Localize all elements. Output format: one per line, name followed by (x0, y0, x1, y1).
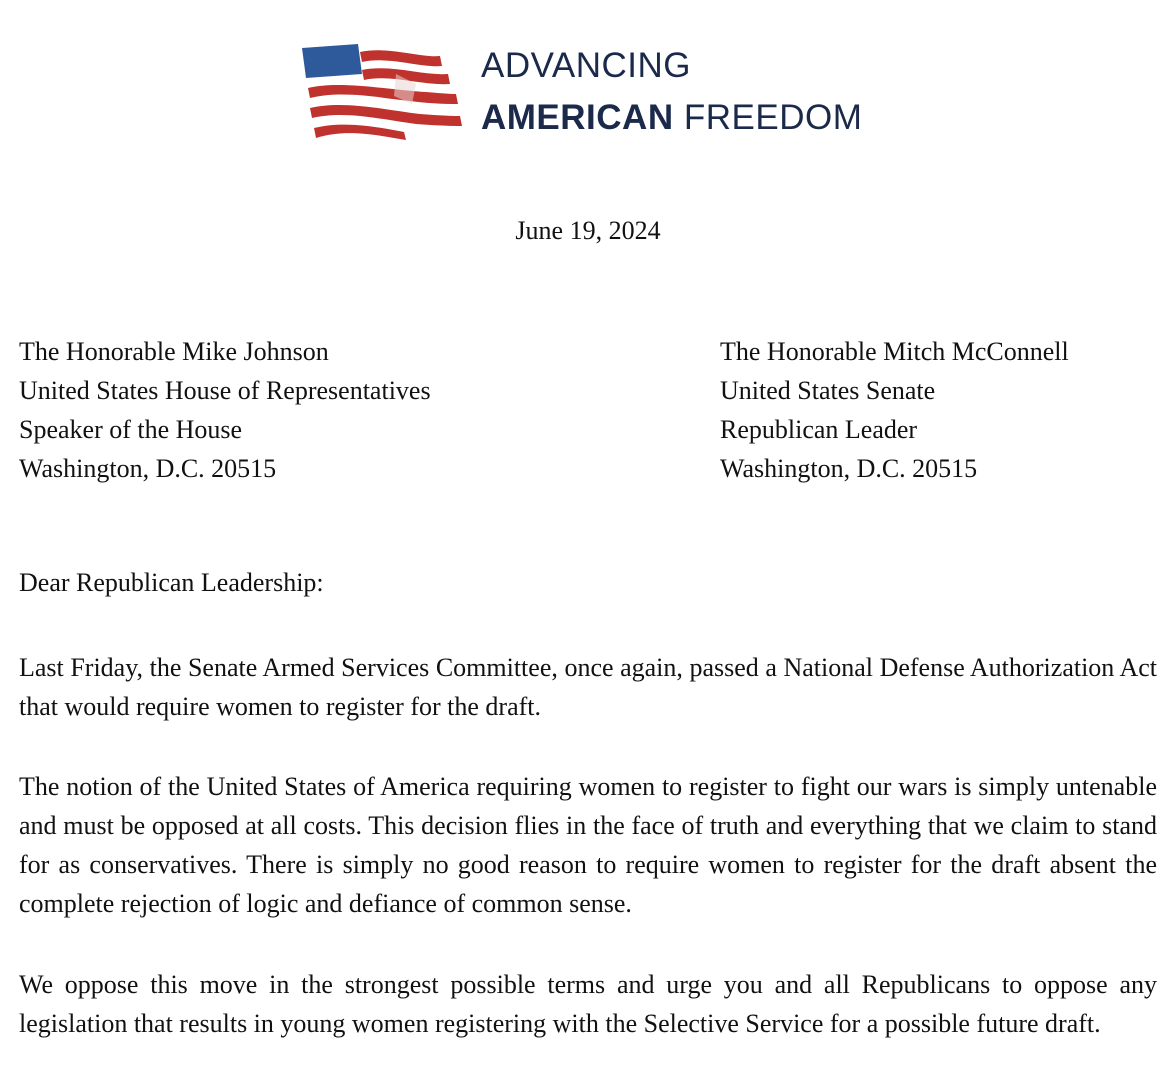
org-name-bold: AMERICAN (481, 98, 674, 137)
recipient-title: Speaker of the House (19, 415, 243, 444)
letterhead (300, 44, 900, 144)
body-paragraph-1: Last Friday, the Senate Armed Services Committee, once again, passed a National Defense Authorization Act that would require women to register for the draft. (19, 653, 1157, 721)
salutation: Dear Republican Leadership: (19, 568, 324, 597)
flag-stripe (310, 105, 462, 126)
flag-stripe (360, 50, 442, 66)
recipient-name: The Honorable Mike Johnson (19, 337, 329, 366)
flag-canton (302, 44, 362, 78)
recipient-address-right (720, 332, 1069, 488)
org-name-line2 (481, 100, 862, 135)
recipient-city: Washington, D.C. 20515 (720, 454, 978, 483)
recipient-title: Republican Leader (720, 415, 918, 444)
american-flag-icon (300, 44, 464, 140)
org-name-regular: FREEDOM (683, 98, 863, 137)
organization-name (481, 48, 862, 135)
flag-stripe (314, 125, 406, 140)
org-name-line1: ADVANCING (481, 46, 691, 85)
recipient-body: United States Senate (720, 376, 936, 405)
letter-date: June 19, 2024 (515, 216, 661, 245)
recipient-body: United States House of Representatives (19, 376, 431, 405)
recipient-address-left (19, 332, 431, 488)
body-paragraph-2: The notion of the United States of America requiring women to register to fight our wars is simply untenable and must be opposed at all costs. This decision flies in the face of truth and everything that we claim to stand for as conservatives. There is simply no good reason to require women to register for the draft absent the complete rejection of logic and defiance of common sense. (19, 772, 1157, 918)
flag-stripe (308, 85, 458, 104)
body-paragraph-3: We oppose this move in the strongest possible terms and urge you and all Republicans to oppose any legislation that results in young women registering with the Selective Service for a possible future draft. (19, 970, 1157, 1038)
recipient-name: The Honorable Mitch McConnell (720, 337, 1069, 366)
recipient-city: Washington, D.C. 20515 (19, 454, 277, 483)
